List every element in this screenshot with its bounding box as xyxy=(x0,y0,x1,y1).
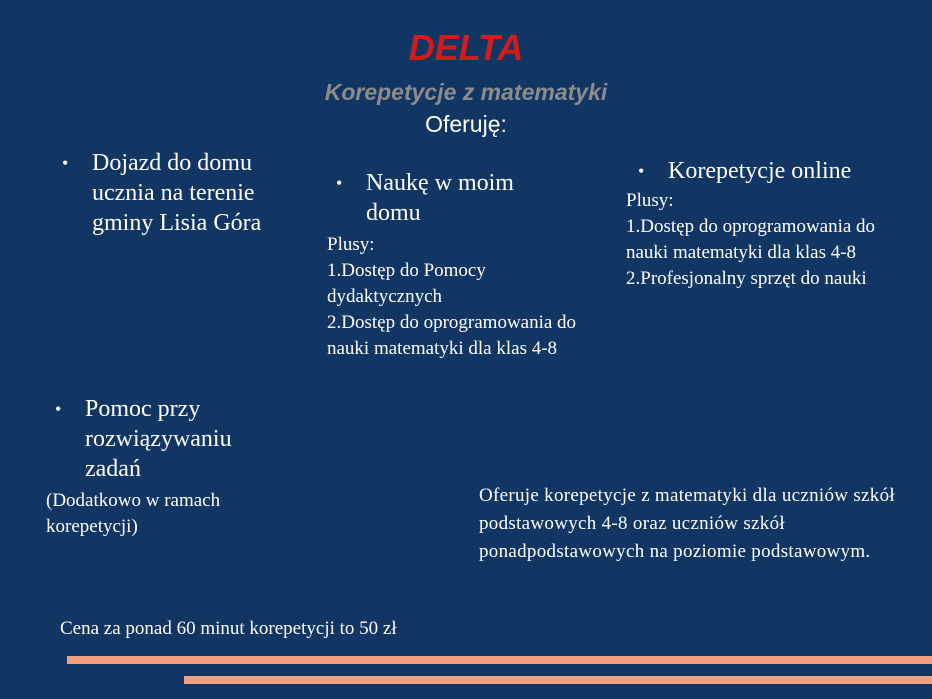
col3-plus-item: 2.Profesjonalny sprzęt do nauki xyxy=(626,268,867,289)
offer-description: Oferuje korepetycje z matematyki dla uczniów szkół podstawowych 4-8 oraz uczniów szkół ponadpodstawowych na poziomie podstawowym. xyxy=(479,485,895,562)
col3-plus-list xyxy=(626,188,886,292)
bullet-online-text: Korepetycje online xyxy=(668,158,852,184)
bullet-dot-icon: • xyxy=(55,399,62,419)
accent-bar-top xyxy=(67,656,932,664)
help-note: (Dodatkowo w ramach korepetycji) xyxy=(46,490,221,537)
col2-plus-list xyxy=(327,232,597,362)
bullet-home-visit xyxy=(62,148,292,238)
bullet-dot-icon: • xyxy=(336,173,343,193)
col2-plus-item: 2.Dostęp do oprogramowania do nauki matematyki dla klas 4-8 xyxy=(327,312,577,359)
accent-bar-bottom xyxy=(184,676,932,684)
bullet-my-home-text: Naukę w moim domu xyxy=(366,170,514,226)
bullet-help-text: Pomoc przy rozwiązywaniu zadań xyxy=(85,396,232,482)
bullet-help xyxy=(55,394,280,484)
col3-plus-item: 1.Dostęp do oprogramowania do nauki matematyki dla klas 4-8 xyxy=(626,216,876,263)
slide-title: DELTA xyxy=(408,27,524,68)
bullet-my-home xyxy=(336,168,566,228)
bullet-dot-icon: • xyxy=(62,153,69,173)
bullet-dot-icon: • xyxy=(638,161,645,181)
col3-plus-label: Plusy: xyxy=(626,190,674,211)
price-text: Cena za ponad 60 minut korepetycji to 50 zł xyxy=(60,618,397,639)
col2-plus-item: 1.Dostęp do Pomocy dydaktycznych xyxy=(327,260,486,307)
col2-plus-label: Plusy: xyxy=(327,234,375,255)
bullet-online xyxy=(638,156,908,186)
slide-subtitle: Korepetycje z matematyki xyxy=(324,79,608,105)
offer-heading: Oferuję: xyxy=(425,111,507,137)
bullet-home-visit-text: Dojazd do domu ucznia na terenie gminy Lisia Góra xyxy=(92,150,262,236)
